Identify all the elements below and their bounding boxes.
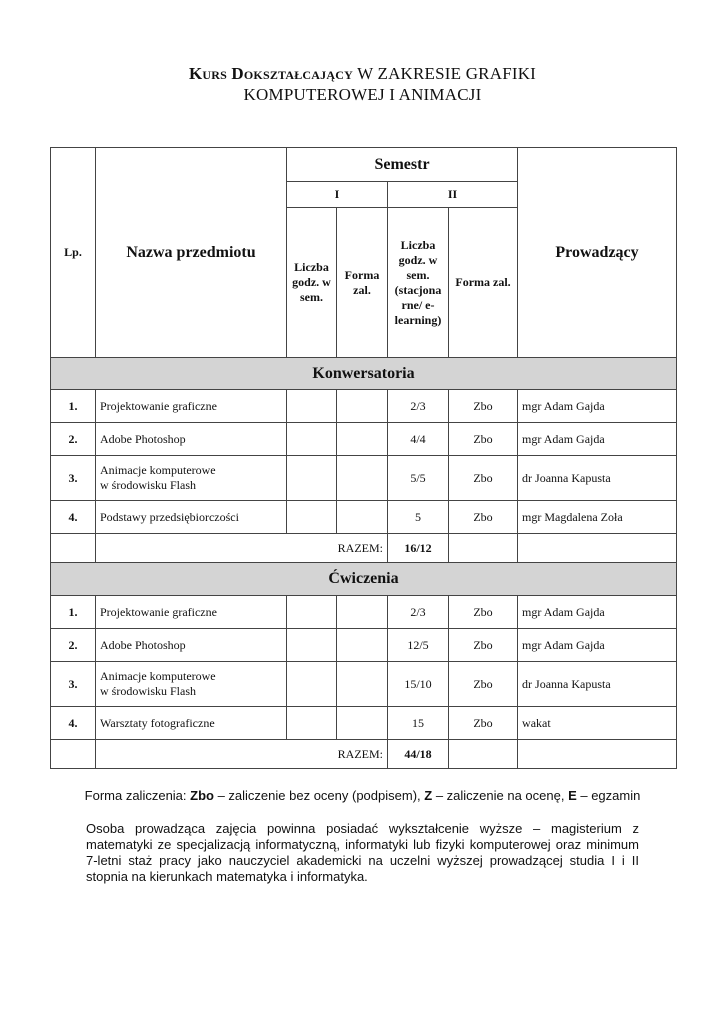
row-form-sem2: Zbo <box>449 423 518 456</box>
total-value: 16/12 <box>388 534 449 563</box>
row-form-sem2: Zbo <box>449 596 518 629</box>
row-teacher: mgr Magdalena Zoła <box>518 501 677 534</box>
total-empty <box>518 740 677 769</box>
row-form-sem2: Zbo <box>449 456 518 501</box>
total-row <box>51 740 677 769</box>
row-hours-sem1 <box>287 501 337 534</box>
row-hours-sem1 <box>287 390 337 423</box>
row-form-sem2: Zbo <box>449 629 518 662</box>
header-hours-sem1: Liczba godz. w sem. <box>287 208 337 358</box>
row-hours-sem2: 5 <box>388 501 449 534</box>
row-teacher: mgr Adam Gajda <box>518 423 677 456</box>
row-subject: Warsztaty fotograficzne <box>96 707 287 740</box>
header-teacher: Prowadzący <box>518 148 677 358</box>
row-lp: 3. <box>51 456 96 501</box>
section-konwersatoria: Konwersatoria <box>51 358 677 390</box>
title-caps: Kurs Dokształcający <box>188 64 353 83</box>
row-hours-sem1 <box>287 707 337 740</box>
row-hours-sem1 <box>287 662 337 707</box>
row-teacher: mgr Adam Gajda <box>518 596 677 629</box>
header-semester: Semestr <box>287 148 518 182</box>
row-lp: 4. <box>51 501 96 534</box>
row-hours-sem2: 5/5 <box>388 456 449 501</box>
row-hours-sem2: 2/3 <box>388 596 449 629</box>
total-empty <box>51 740 96 769</box>
row-lp: 1. <box>51 596 96 629</box>
row-form-sem2: Zbo <box>449 662 518 707</box>
row-form-sem1 <box>337 662 388 707</box>
title-line2: KOMPUTEROWEJ I ANIMACJI <box>243 85 482 104</box>
row-subject <box>96 662 287 707</box>
total-empty <box>449 740 518 769</box>
total-label: RAZEM: <box>96 740 388 769</box>
table-row <box>51 456 677 501</box>
header-lp: Lp. <box>51 148 96 358</box>
legend-z-code: Z <box>424 788 433 803</box>
row-hours-sem1 <box>287 423 337 456</box>
document-title <box>0 63 725 105</box>
row-lp: 1. <box>51 390 96 423</box>
row-subject: Projektowanie graficzne <box>96 596 287 629</box>
row-subject: Adobe Photoshop <box>96 629 287 662</box>
legend-e-text: – egzamin <box>576 788 641 803</box>
total-empty <box>518 534 677 563</box>
row-hours-sem1 <box>287 456 337 501</box>
row-form-sem1 <box>337 707 388 740</box>
table-row <box>51 707 677 740</box>
row-form-sem2: Zbo <box>449 501 518 534</box>
header-sem1: I <box>287 182 388 208</box>
total-empty <box>449 534 518 563</box>
legend-e-code: E <box>568 788 577 803</box>
row-lp: 4. <box>51 707 96 740</box>
row-form-sem1 <box>337 390 388 423</box>
assessment-legend <box>0 788 725 803</box>
legend-zbo-code: Zbo <box>190 788 214 803</box>
row-subject: Podstawy przedsiębiorczości <box>96 501 287 534</box>
legend-zbo-text: – zaliczenie bez oceny (podpisem), <box>213 788 425 803</box>
requirements-note: Osoba prowadząca zajęcia powinna posiadać wykształcenie wyższe – magisterium z matematyki ze specjalizacją informatyczną, informatyki lub fizyki komputerowej oraz minimum 7-letni staż pracy jako nauczyciel akademicki na uczelni wyższej prowadzącej studia I i II stopnia na kierunkach matematyka i informatyka. <box>86 821 639 884</box>
section-cwiczenia: Ćwiczenia <box>51 563 677 596</box>
row-teacher: mgr Adam Gajda <box>518 629 677 662</box>
row-subject: Projektowanie graficzne <box>96 390 287 423</box>
row-teacher: dr Joanna Kapusta <box>518 662 677 707</box>
row-subject <box>96 456 287 501</box>
row-subject-line1: Animacje komputerowe <box>100 669 216 683</box>
header-subject: Nazwa przedmiotu <box>96 148 287 358</box>
row-hours-sem2: 4/4 <box>388 423 449 456</box>
table-row <box>51 423 677 456</box>
table-row <box>51 662 677 707</box>
row-form-sem1 <box>337 456 388 501</box>
total-empty <box>51 534 96 563</box>
table-row <box>51 629 677 662</box>
row-subject-line1: Animacje komputerowe <box>100 463 216 477</box>
table-row <box>51 390 677 423</box>
legend-prefix: Forma zaliczenia: <box>84 788 191 803</box>
row-subject: Adobe Photoshop <box>96 423 287 456</box>
row-form-sem1 <box>337 596 388 629</box>
row-hours-sem1 <box>287 629 337 662</box>
row-teacher: wakat <box>518 707 677 740</box>
row-hours-sem2: 2/3 <box>388 390 449 423</box>
row-lp: 2. <box>51 423 96 456</box>
row-lp: 2. <box>51 629 96 662</box>
row-lp: 3. <box>51 662 96 707</box>
header-form-sem1: Forma zal. <box>337 208 388 358</box>
total-value: 44/18 <box>388 740 449 769</box>
total-row <box>51 534 677 563</box>
row-form-sem2: Zbo <box>449 390 518 423</box>
row-form-sem1 <box>337 629 388 662</box>
row-form-sem1 <box>337 423 388 456</box>
row-subject-line2: w środowisku Flash <box>100 684 197 698</box>
row-teacher: mgr Adam Gajda <box>518 390 677 423</box>
table-row <box>51 501 677 534</box>
row-hours-sem1 <box>287 596 337 629</box>
course-table <box>50 147 677 769</box>
header-hours-sem2: Liczba godz. w sem. (stacjona rne/ e-learning) <box>388 208 449 358</box>
row-form-sem2: Zbo <box>449 707 518 740</box>
row-hours-sem2: 15 <box>388 707 449 740</box>
row-subject-line2: w środowisku Flash <box>100 478 197 492</box>
legend-z-text: – zaliczenie na ocenę, <box>432 788 569 803</box>
title-rest: W ZAKRESIE GRAFIKI <box>352 64 537 83</box>
row-teacher: dr Joanna Kapusta <box>518 456 677 501</box>
table-row <box>51 596 677 629</box>
row-form-sem1 <box>337 501 388 534</box>
row-hours-sem2: 12/5 <box>388 629 449 662</box>
total-label: RAZEM: <box>96 534 388 563</box>
row-hours-sem2: 15/10 <box>388 662 449 707</box>
header-sem2: II <box>388 182 518 208</box>
header-form-sem2: Forma zal. <box>449 208 518 358</box>
